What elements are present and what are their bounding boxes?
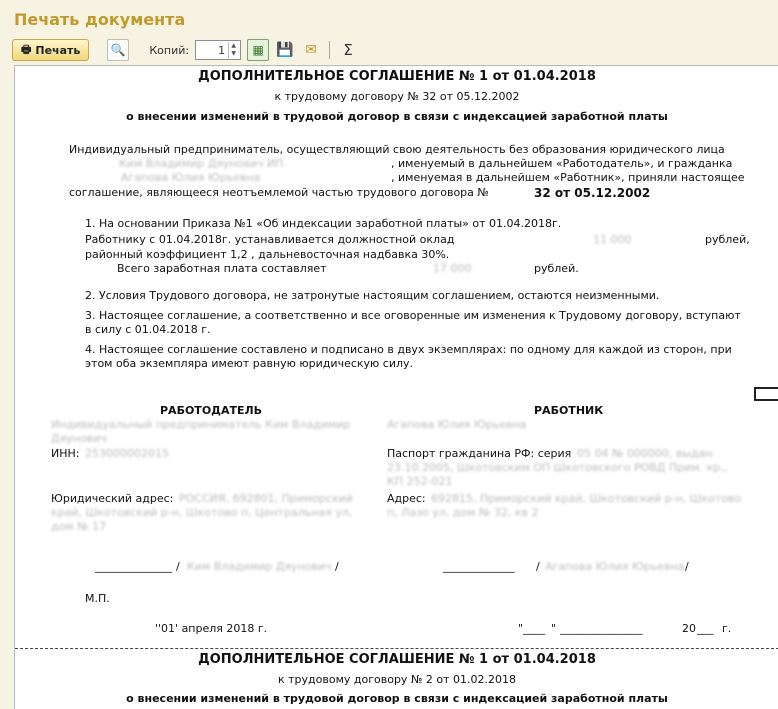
spin-down-icon[interactable]: ▼ — [231, 50, 236, 57]
toolbar-separator — [329, 41, 330, 59]
passport-code-redacted: КП 252-021 — [387, 475, 453, 488]
sigma-icon: Σ — [343, 41, 353, 59]
intro-line-4: соглашение, являющееся неотъемлемой частью трудового договора № — [69, 186, 489, 199]
date-year-prefix: 20 — [682, 622, 696, 635]
employer-full-name-redacted: Индивидуальный предприниматель Ким Владимир — [51, 418, 351, 431]
paragraph-3-line-2: в силу с 01.04.2018 г. — [85, 323, 211, 336]
date-quote-open: " — [518, 622, 524, 635]
spin-up-icon[interactable]: ▲ — [231, 42, 236, 49]
employer-name-2-redacted: Дяунович — [51, 432, 107, 445]
magnifier-page-icon: 🔍 — [110, 43, 126, 57]
passport-issued-redacted: 23.10.2005, Шкотовским ОП Шкотовского РОВД Прим. кр., — [387, 461, 728, 474]
print-button-label: Печать — [35, 43, 81, 57]
inn-redacted: 253000002015 — [85, 447, 169, 460]
address-label: Адрес: — [387, 492, 426, 505]
date-month-blank: _______________ — [560, 622, 643, 635]
employer-signature-line: ______________ — [95, 560, 172, 573]
total-currency: рублей. — [534, 262, 579, 275]
intro-line-1: Индивидуальный предприниматель, осуществляющий свою деятельность без образования юридического лица — [69, 143, 725, 156]
doc2-heading: о внесении изменений в трудовой договор в связи с индексацией заработной платы — [126, 692, 668, 705]
paragraph-2: 2. Условия Трудового договора, не затронутые настоящим соглашением, остаются неизменными. — [85, 289, 660, 302]
paragraph-1-line-3: районный коэффициент 1,2 , дальневосточная надбавка 30%. — [85, 248, 450, 261]
intro-line-2: , именуемый в дальнейшем «Работодатель», и гражданка — [391, 157, 733, 170]
print-button[interactable] — [12, 39, 89, 61]
doc1-title: ДОПОЛНИТЕЛЬНОЕ СОГЛАШЕНИЕ № 1 от 01.04.2018 — [198, 69, 596, 84]
legal-address-label: Юридический адрес: — [51, 492, 174, 505]
save-button[interactable] — [275, 40, 295, 60]
contract-number: 32 от 05.12.2002 — [534, 186, 651, 200]
preview-button[interactable] — [107, 39, 129, 61]
address-redacted: 692815, Приморский край, Шкотовский р-н, Шкотово — [431, 492, 742, 505]
edit-toggle-button[interactable] — [247, 39, 269, 61]
copies-spinner[interactable] — [228, 42, 238, 58]
date-suffix: г. — [722, 622, 732, 635]
grid-edit-icon: ▦ — [252, 43, 264, 57]
salary-redacted: 11 000 — [593, 233, 632, 246]
paragraph-4-line-1: 4. Настоящее соглашение составлено и подписано в двух экземплярах: по одному для каждой из сторон, при — [85, 343, 732, 356]
envelope-icon: ✉ — [305, 42, 317, 58]
employee-slash-right: / — [685, 560, 689, 573]
passport-label: Паспорт гражданина РФ: серия — [387, 447, 572, 460]
employer-name-redacted: Ким Владимир Дяунович ИП — [119, 157, 284, 170]
floppy-icon: 💾 — [276, 42, 294, 58]
employer-signatory-redacted: Ким Владимир Дяунович — [187, 560, 332, 573]
sum-button[interactable] — [338, 40, 358, 60]
page-divider — [15, 648, 778, 649]
date-quote-close: " — [551, 622, 557, 635]
doc2-title: ДОПОЛНИТЕЛЬНОЕ СОГЛАШЕНИЕ № 1 от 01.04.2018 — [198, 652, 596, 667]
doc1-heading: о внесении изменений в трудовой договор в связи с индексацией заработной платы — [126, 110, 668, 123]
legal-address-2-redacted: край, Шкотовский р-н, Шкотово п, Центральная ул, — [51, 506, 353, 519]
address-2-redacted: п, Лазо ул, дом № 32, кв 2 — [387, 506, 539, 519]
salary-currency: рублей, — [705, 233, 750, 246]
page-break-marker — [754, 387, 778, 401]
employer-header: РАБОТОДАТЕЛЬ — [160, 404, 263, 417]
doc2-subtitle: к трудовому договору № 2 от 01.02.2018 — [278, 673, 516, 686]
doc1-subtitle: к трудовому договору № 32 от 05.12.2002 — [274, 90, 520, 103]
date-day-blank: ____ — [523, 622, 545, 635]
employer-slash-right: / — [335, 560, 339, 573]
paragraph-4-line-2: этом оба экземпляра имеют равную юридическую силу. — [85, 357, 414, 370]
legal-address-redacted: РОССИЯ, 692801, Приморский — [179, 492, 353, 505]
legal-address-3-redacted: дом № 17 — [51, 520, 107, 533]
total-salary-redacted: 17 000 — [433, 262, 472, 275]
email-button[interactable] — [301, 40, 321, 60]
employer-slash-left: / — [176, 560, 180, 573]
employee-header: РАБОТНИК — [534, 404, 604, 417]
date-year-blank: ___ — [697, 622, 714, 635]
copies-input[interactable] — [195, 40, 241, 60]
window-title: Печать документа — [14, 10, 186, 29]
paragraph-1-line-4: Всего заработная плата составляет — [117, 262, 327, 275]
intro-line-3: , именуемая в дальнейшем «Работник», приняли настоящее — [391, 171, 745, 184]
inn-label: ИНН: — [51, 447, 80, 460]
employee-signature-line: _____________ — [443, 560, 515, 573]
toolbar — [12, 38, 358, 62]
paragraph-3-line-1: 3. Настоящее соглашение, а соответственно и все оговоренные им изменения к Трудовому договору, вступают — [85, 309, 741, 322]
passport-redacted: 05 04 № 000000, выдан — [577, 447, 713, 460]
paragraph-1-line-2: Работнику с 01.04.2018г. устанавливается должностной оклад — [85, 233, 455, 246]
employee-name-redacted: Агапова Юлия Юрьевна — [121, 171, 261, 184]
employee-signatory-redacted: Агапова Юлия Юрьевна — [545, 560, 685, 573]
stamp-label: М.П. — [85, 592, 110, 605]
paragraph-1-line-1: 1. На основании Приказа №1 «Об индексации заработной платы» от 01.04.2018г. — [85, 217, 562, 230]
printer-icon: 🖶 — [21, 42, 32, 56]
employee-slash-left: / — [536, 560, 540, 573]
sign-date-left: ''01' апреля 2018 г. — [155, 622, 268, 635]
employee-full-name-redacted: Агапова Юлия Юрьевна — [387, 418, 527, 431]
copies-label: Копий: — [149, 43, 190, 57]
copies-value: 1 — [218, 43, 226, 57]
document-area[interactable] — [14, 65, 778, 709]
